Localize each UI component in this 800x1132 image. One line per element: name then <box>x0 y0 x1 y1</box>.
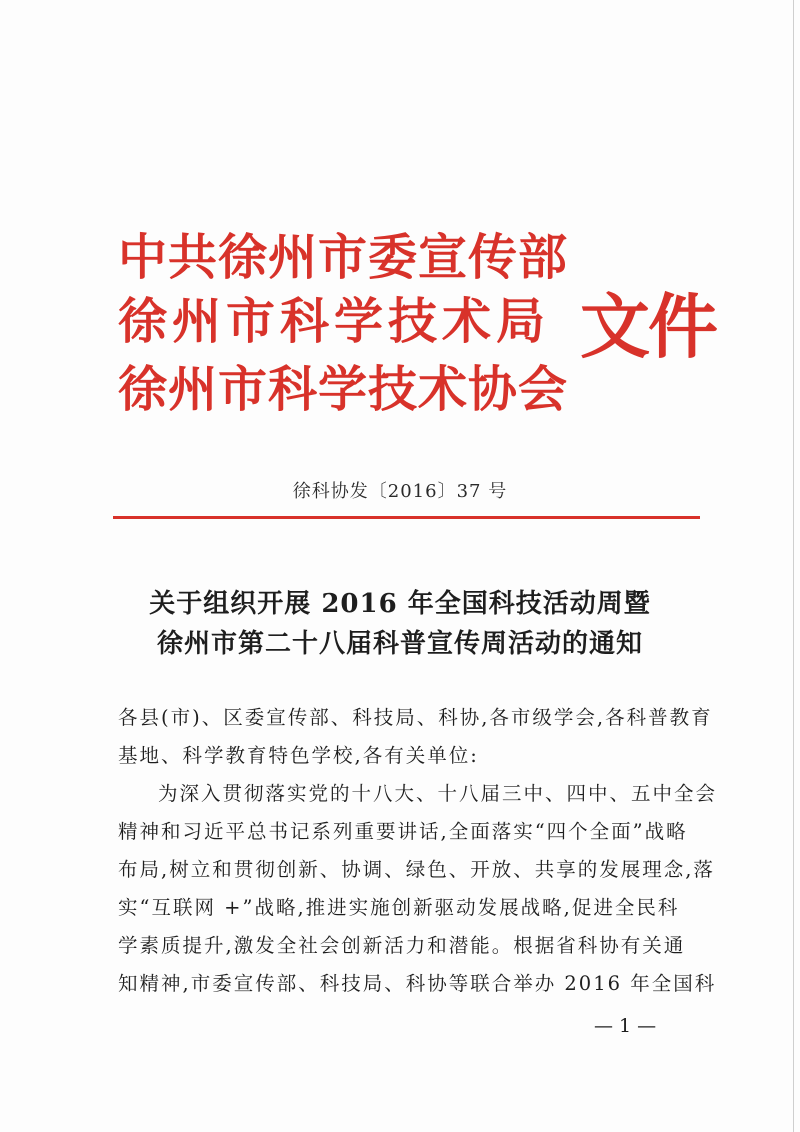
issuing-org-3: 徐州市科学技术协会 <box>118 361 569 418</box>
body-line: 实“互联网 +”战略,推进实施创新驱动发展战略,促进全民科 <box>118 896 680 919</box>
notice-title-line-1: 关于组织开展 2016 年全国科技活动周暨 <box>149 589 651 619</box>
body-line: 基地、科学教育特色学校,各有关单位: <box>118 744 479 767</box>
notice-title-line-2: 徐州市第二十八届科普宣传周活动的通知 <box>156 629 643 659</box>
red-masthead <box>118 228 718 428</box>
body-line: 精神和习近平总书记系列重要讲话,全面落实“四个全面”战略 <box>118 820 688 843</box>
document-number: 徐科协发〔2016〕37 号 <box>292 481 508 502</box>
body-line: 各县(市)、区委宣传部、科技局、科协,各市级学会,各科普教育 <box>118 706 713 729</box>
body-line: 知精神,市委宣传部、科技局、科协等联合举办 2016 年全国科 <box>118 972 717 995</box>
body-line: 学素质提升,激发全社会创新活力和潜能。根据省科协有关通 <box>118 934 686 957</box>
issuing-org-2: 徐州市科学技术局 <box>118 293 551 350</box>
document-mark: 文件 <box>580 286 716 368</box>
issuing-org-1: 中共徐州市委宣传部 <box>118 229 569 286</box>
page-number: — 1 — <box>594 1015 657 1037</box>
red-divider-line <box>113 516 700 519</box>
body-line: 为深入贯彻落实党的十八大、十八届三中、四中、五中全会 <box>158 782 718 805</box>
page-edge-line <box>793 0 794 1132</box>
body-line: 布局,树立和贯彻创新、协调、绿色、开放、共享的发展理念,落 <box>118 858 715 881</box>
